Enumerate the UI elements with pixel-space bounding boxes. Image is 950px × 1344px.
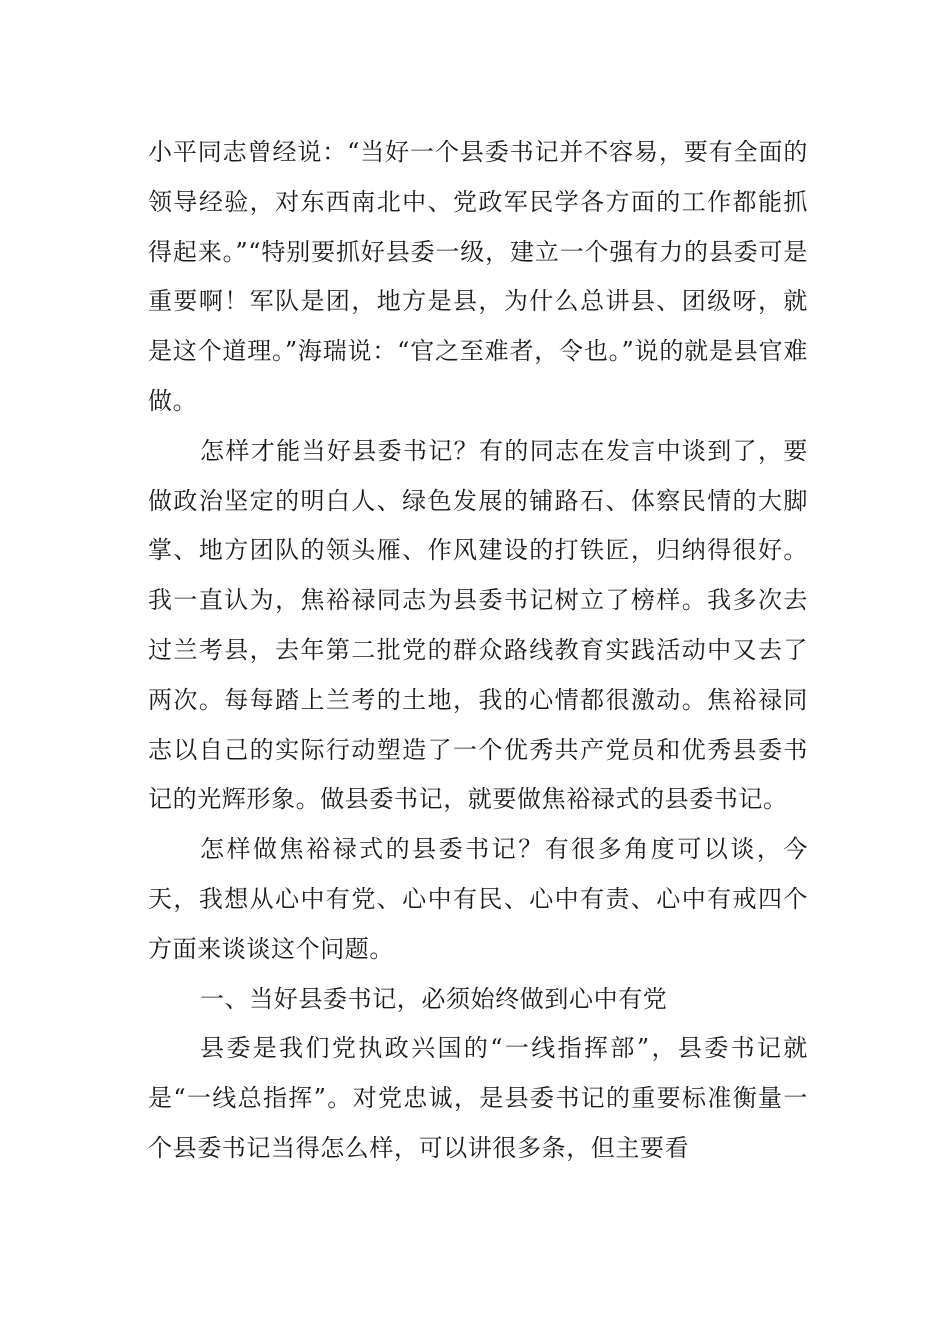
paragraph-how-to-be-secretary: 怎样才能当好县委书记？有的同志在发言中谈到了，要做政治坚定的明白人、绿色发展的铺路石、体察民情的大脚掌、地方团队的领头雁、作风建设的打铁匠，归纳得很好。我一直认为，焦裕禄同志为县委书记树立了榜样。我多次去过兰考县，去年第二批党的群众路线教育实践活动中又去了两次。每每踏上兰考的土地，我的心情都很激动。焦裕禄同志以自己的实际行动塑造了一个优秀共产党员和优秀县委书记的光辉形象。做县委书记，就要做焦裕禄式的县委书记。 bbox=[148, 436, 808, 814]
paragraph-quote-xiaoping: 小平同志曾经说：“当好一个县委书记并不容易，要有全面的领导经验，对东西南北中、党政军民学各方面的工作都能抓得起来。”“特别要抓好县委一级，建立一个强有力的县委可是重要啊！军队是团，地方是县，为什么总讲县、团级呀，就是这个道理。”海瑞说：“官之至难者，令也。”说的就是县官难做。 bbox=[148, 138, 808, 415]
section-heading-party: 一、当好县委书记，必须始终做到心中有党 bbox=[200, 984, 668, 1013]
paragraph-county-committee: 县委是我们党执政兴国的“一线指挥部”，县委书记就是“一线总指挥”。对党忠诚，是县委书记的重要标准衡量一个县委书记当得怎么样，可以讲很多条，但主要看 bbox=[148, 1034, 808, 1162]
document-page bbox=[148, 128, 808, 1174]
paragraph-four-aspects: 怎样做焦裕禄式的县委书记？有很多角度可以谈，今天，我想从心中有党、心中有民、心中有责、心中有戒四个方面来谈谈这个问题。 bbox=[148, 835, 808, 963]
